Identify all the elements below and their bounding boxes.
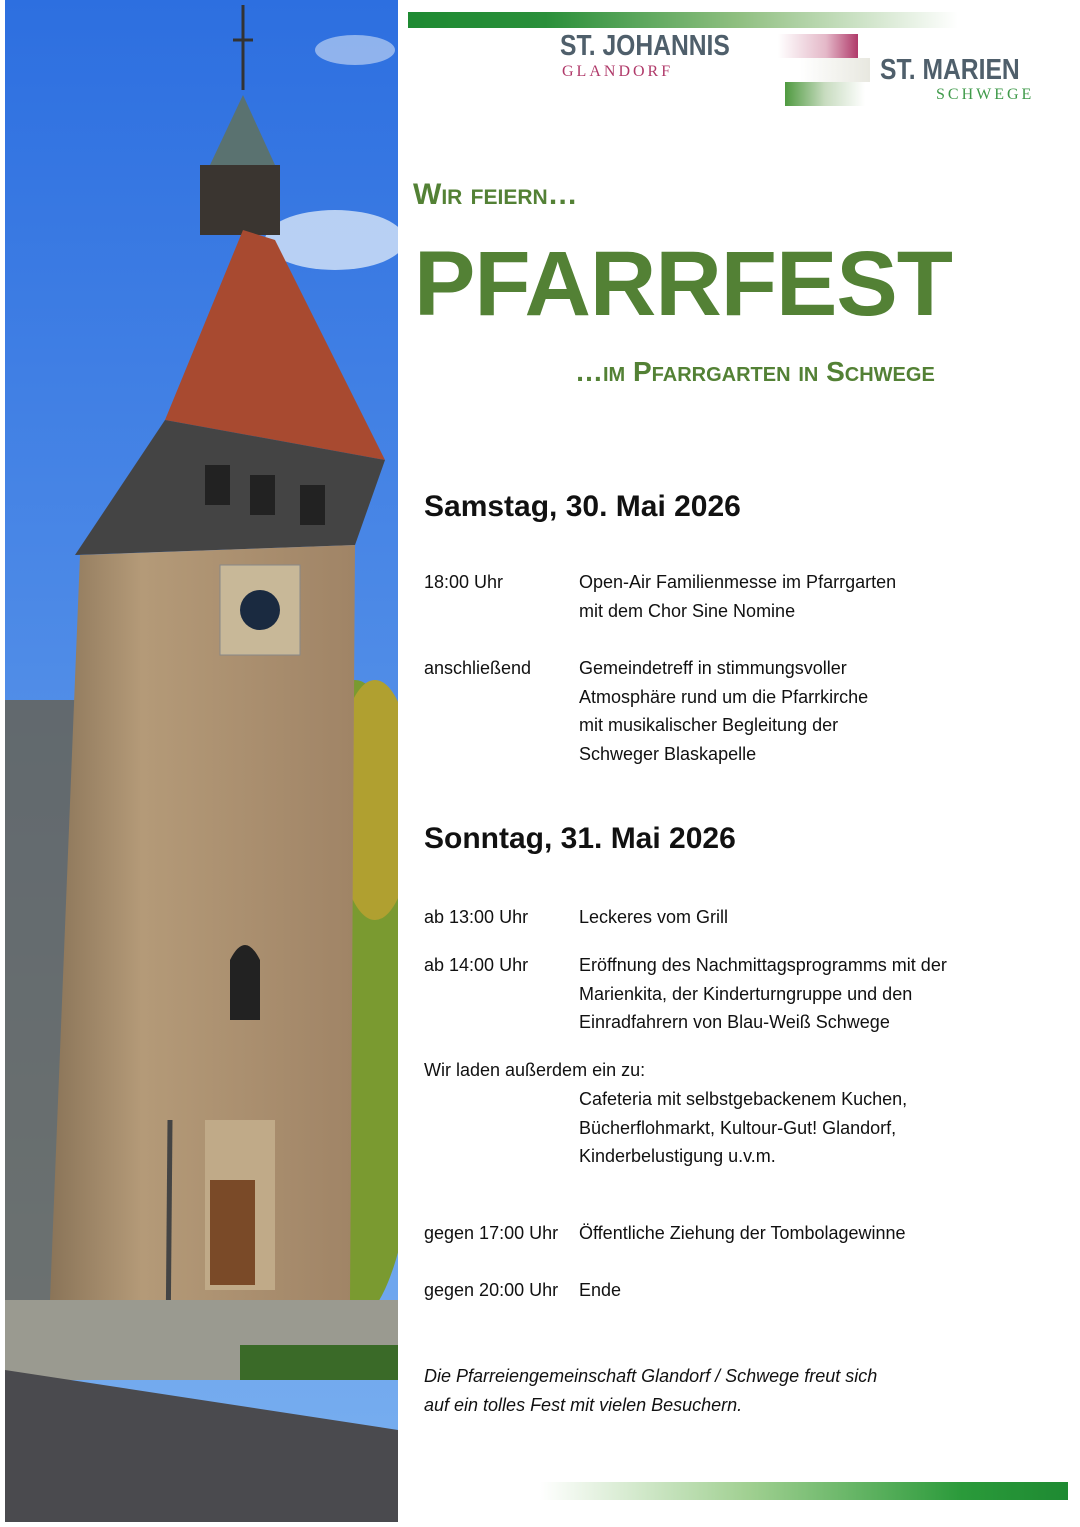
event-time: gegen 20:00 Uhr [424, 1280, 559, 1300]
event-description [579, 568, 896, 625]
closing-note [424, 1362, 877, 1419]
logo-place-2: SCHWEGE [936, 86, 1035, 103]
logo-parish-1: ST. JOHANNIS [560, 30, 730, 62]
event-line: Open-Air Familienmesse im Pfarrgarten [579, 572, 897, 592]
event-time: gegen 17:00 Uhr [424, 1223, 559, 1243]
event-line: mit dem Chor Sine Nomine [579, 600, 796, 621]
event-description [579, 654, 868, 769]
invite-intro: Wir laden außerdem ein zu: [424, 1060, 646, 1080]
page-title: PFARRFEST [414, 233, 952, 335]
invite-line: Bücherflohmarkt, Kultour-Gut! Glandorf, [579, 1117, 897, 1138]
event-description [579, 903, 728, 932]
event-line: Marienkita, der Kinderturngruppe und den [579, 983, 913, 1004]
event-line: Einradfahrern von Blau-Weiß Schwege [579, 1012, 890, 1033]
closing-line: Die Pfarreiengemeinschaft Glandorf / Schwege freut sich [424, 1366, 878, 1386]
invite-list [579, 1085, 907, 1171]
event-line: Eröffnung des Nachmittagsprogramms mit der [579, 955, 947, 975]
intro-text: Wir feiern… [413, 178, 578, 211]
event-time: 18:00 Uhr [424, 572, 504, 592]
invite-line: Kinderbelustigung u.v.m. [579, 1146, 776, 1167]
invite-line: Cafeteria mit selbstgebackenem Kuchen, [579, 1089, 908, 1109]
event-line: Atmosphäre rund um die Pfarrkirche [579, 686, 869, 707]
subtitle: …im Pfarrgarten in Schwege [575, 356, 935, 387]
closing-line: auf ein tolles Fest mit vielen Besuchern. [424, 1394, 743, 1415]
event-line: Gemeindetreff in stimmungsvoller [579, 658, 847, 678]
event-time: anschließend [424, 658, 532, 678]
day-heading-saturday: Samstag, 30. Mai 2026 [424, 490, 741, 523]
event-time: ab 14:00 Uhr [424, 955, 529, 975]
event-description: Öffentliche Ziehung der Tombolagewinne [579, 1223, 906, 1243]
event-time: ab 13:00 Uhr [424, 907, 529, 927]
logo-parish-2: ST. MARIEN [880, 54, 1020, 86]
event-line: mit musikalischer Begleitung der [579, 715, 839, 736]
church-tower-photo [5, 0, 398, 1522]
event-line: Schweger Blaskapelle [579, 744, 757, 765]
event-description: Ende [579, 1280, 622, 1300]
bottom-accent-bar [540, 1482, 1068, 1500]
event-description [579, 951, 947, 1037]
parish-logo [540, 30, 1060, 110]
event-line: Leckeres vom Grill [579, 907, 729, 927]
logo-place-1: GLANDORF [562, 63, 674, 80]
day-heading-sunday: Sonntag, 31. Mai 2026 [424, 822, 736, 855]
top-accent-bar [408, 12, 958, 28]
